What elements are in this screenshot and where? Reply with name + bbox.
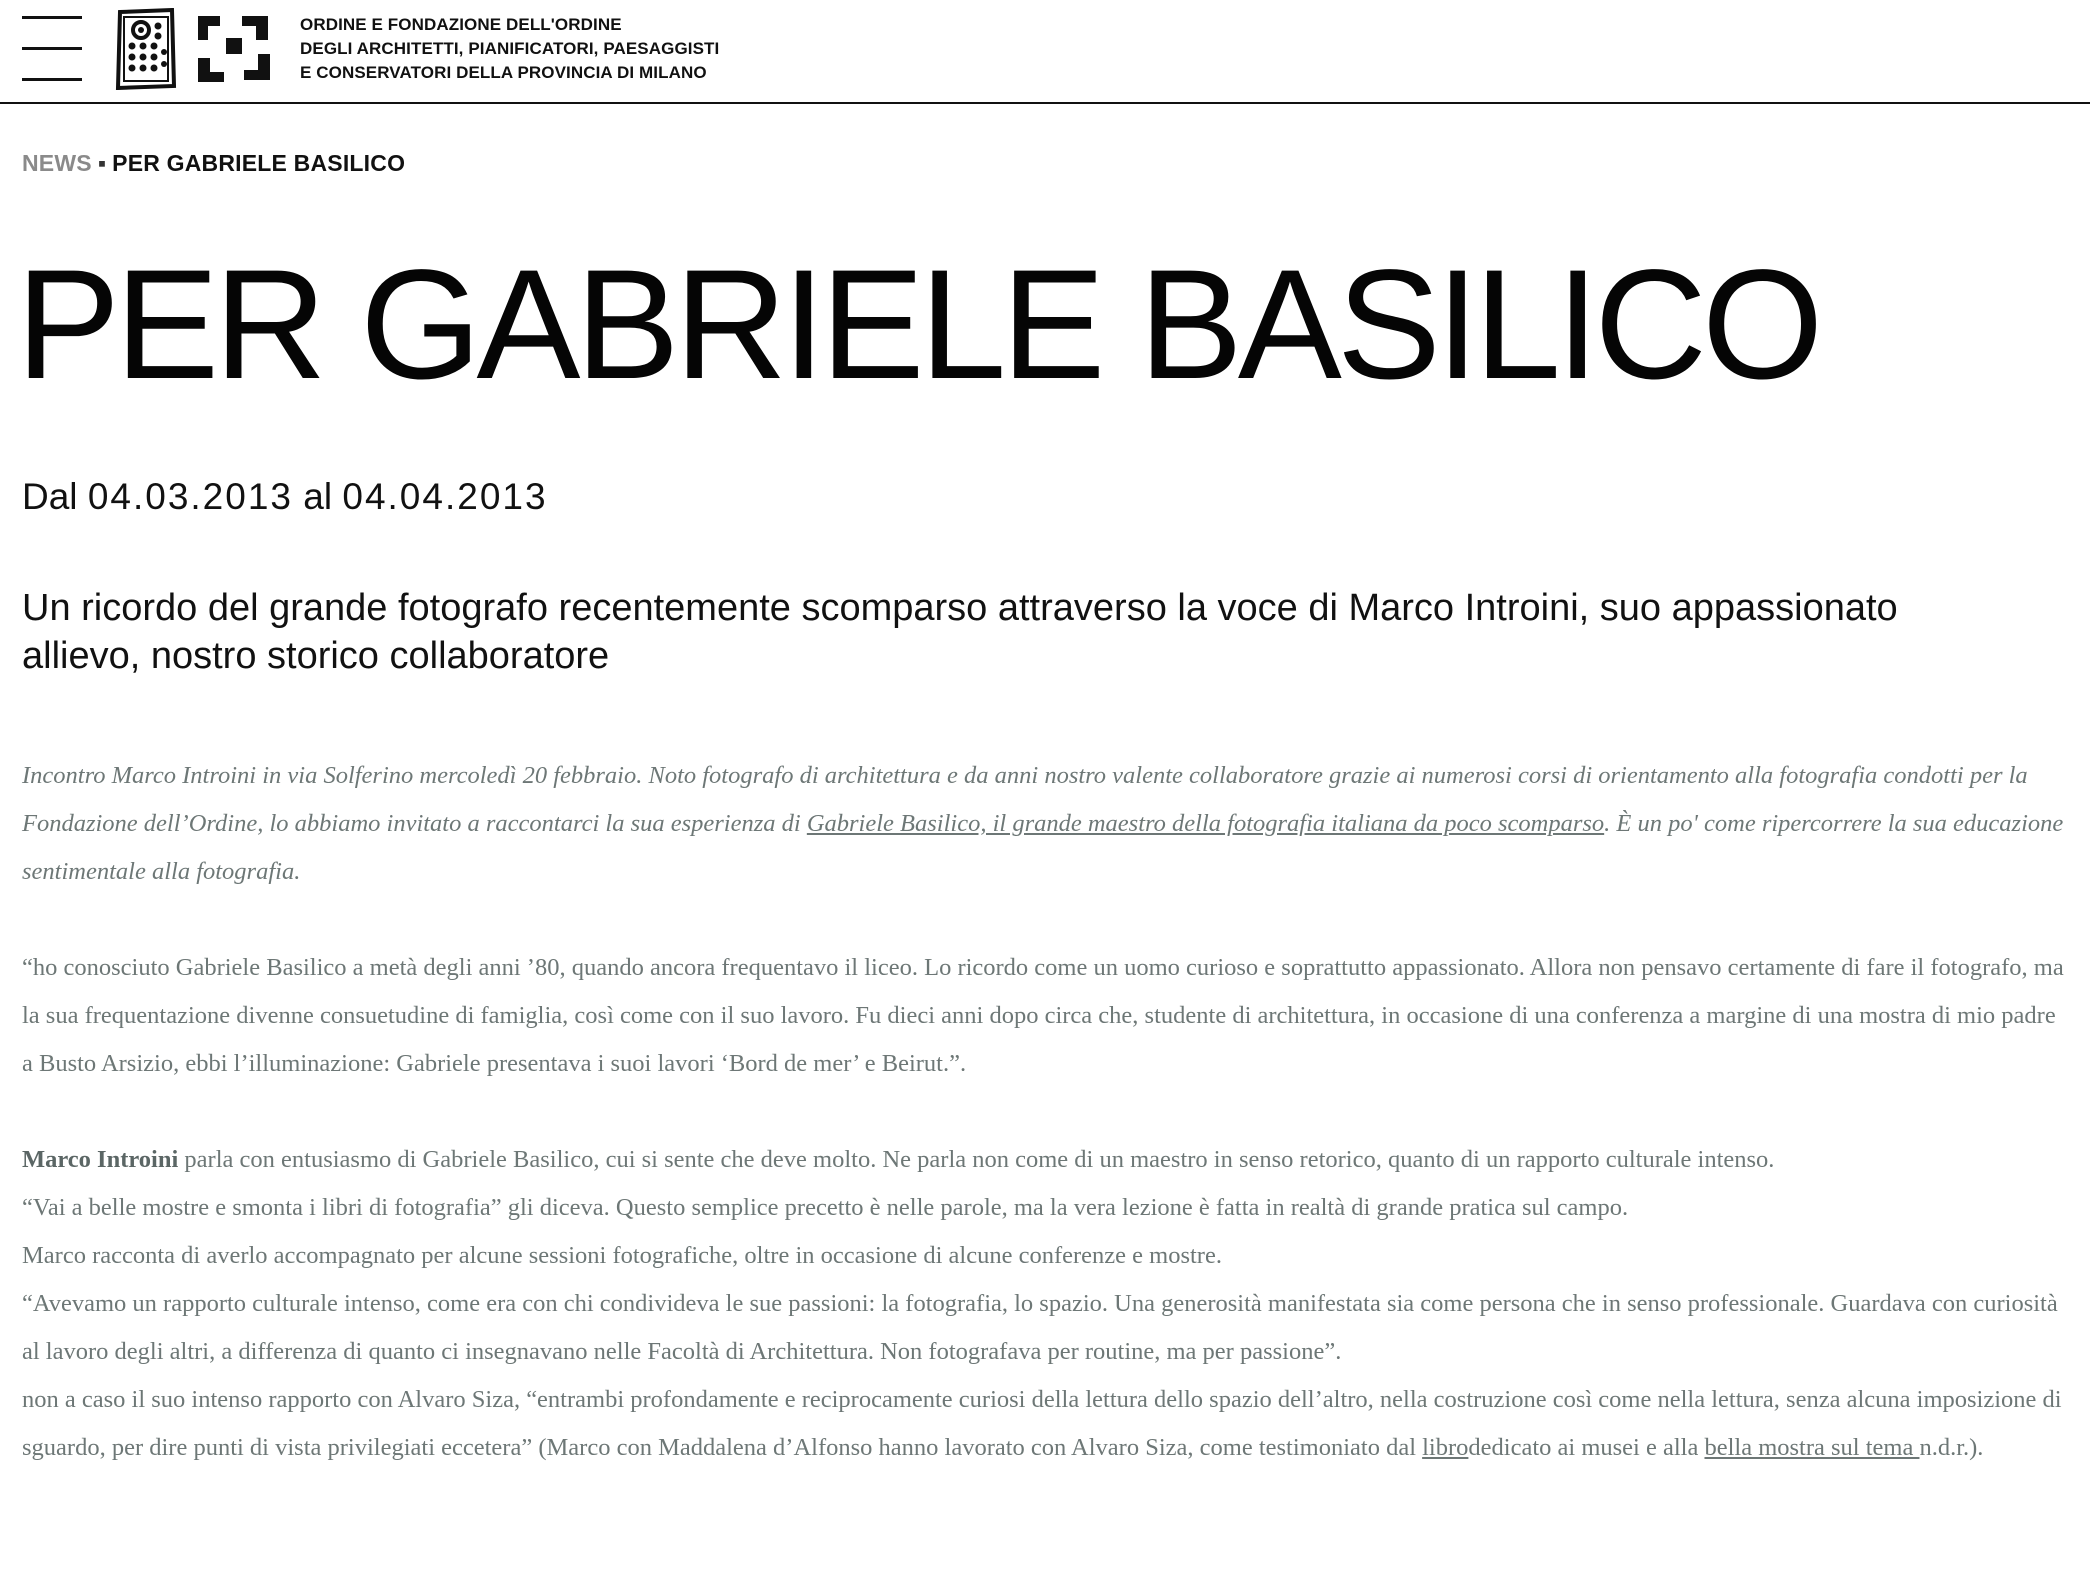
org-name-line: E CONSERVATORI DELLA PROVINCIA DI MILANO	[300, 63, 707, 82]
paragraph-text: dedicato ai musei e alla	[1468, 1434, 1705, 1461]
event-dates	[22, 476, 548, 518]
article-paragraph: “Vai a belle mostre e smonta i libri di fotografia” gli diceva. Questo semplice precetto è nelle parole, ma la vera lezione è fatta in realtà di grande pratica sul campo.	[22, 1194, 1629, 1221]
paragraph-text: non a caso il suo intenso rapporto con Alvaro Siza, “entrambi profondamente e reciprocamente curiosi della lettura dello spazio dell’altro, nella costruzione così come nella lettura, senza alcuna imposizione di sguardo, per dire punti di vista privilegiati eccetera” (Marco con Maddalena d’Alfonso hanno lavorato con Alvaro Siza, come testimoniato dal	[22, 1386, 2062, 1461]
org-name-line: DEGLI ARCHITETTI, PIANIFICATORI, PAESAGGISTI	[300, 39, 720, 58]
org-name-line: ORDINE E FONDAZIONE DELL'ORDINE	[300, 15, 622, 34]
date-from: 04.03.2013	[87, 476, 293, 517]
ordine-seal-logo-icon[interactable]	[114, 8, 178, 90]
article-paragraph	[22, 1136, 2072, 1184]
libro-link[interactable]: libro	[1422, 1434, 1469, 1461]
mostra-link[interactable]: bella mostra sul tema	[1704, 1434, 1920, 1461]
breadcrumb	[22, 150, 405, 177]
basilico-article-link[interactable]: Gabriele Basilico, il grande maestro della fotografia italiana da poco scomparso	[806, 810, 1605, 837]
article-intro	[22, 752, 2072, 896]
paragraph-text: parla con entusiasmo di Gabriele Basilico, cui si sente che deve molto. Ne parla non come di un maestro in senso retorico, quanto di un rapporto culturale intenso.	[178, 1146, 1775, 1173]
breadcrumb-separator: ▪	[97, 150, 107, 176]
paragraph-spacer	[22, 1088, 2072, 1136]
organization-name	[300, 13, 719, 85]
intro-text-end: . È un po' come ripercorrere la sua educazione sentimentale alla fotografia.	[22, 810, 2064, 885]
intro-text: Incontro Marco Introini in via Solferino mercoledì 20 febbraio. Noto fotografo di architettura e da anni nostro valente collaboratore grazie ai numerosi corsi di orientamento alla fotografia condotti per la Fondazione dell’Ordine, lo abbiamo invitato a raccontarci la sua esperienza di	[22, 762, 2028, 837]
date-to: 04.04.2013	[342, 476, 548, 517]
article-paragraph	[22, 1376, 2072, 1472]
date-to-label: al	[303, 476, 333, 517]
author-name: Marco Introini	[22, 1146, 179, 1173]
article-paragraph: “ho conosciuto Gabriele Basilico a metà degli anni ’80, quando ancora frequentavo il liceo. Lo ricordo come un uomo curioso e soprattutto appassionato. Allora non pensavo certamente di fare il fotografo, ma la sua frequentazione divenne consuetudine di famiglia, così come con il suo lavoro. Fu dieci anni dopo circa che, studente di architettura, in occasione di una conferenza a margine di una mostra di mio padre a Busto Arsizio, ebbi l’illuminazione: Gabriele presentava i suoi lavori ‘Bord de mer’ e Beirut.”.	[22, 954, 2064, 1077]
breadcrumb-current: PER GABRIELE BASILICO	[112, 150, 406, 176]
article-paragraph: “Avevamo un rapporto culturale intenso, come era con chi condivideva le sue passioni: la fotografia, lo spazio. Una generosità manifestata sia come persona che in senso professionale. Guardava con curiosità al lavoro degli altri, a differenza di quanto ci insegnavano nelle Facoltà di Architettura. Non fotografava per routine, ma per passione”.	[22, 1290, 2058, 1365]
article-body	[22, 752, 2072, 1472]
hamburger-menu-icon[interactable]	[22, 16, 82, 82]
date-from-label: Dal	[22, 476, 78, 517]
article-paragraph: Marco racconta di averlo accompagnato per alcune sessioni fotografiche, oltre in occasione di alcune conferenze e mostre.	[22, 1242, 1222, 1269]
paragraph-spacer	[22, 896, 2072, 944]
breadcrumb-news-link[interactable]: NEWS	[22, 150, 92, 176]
fondazione-brackets-logo-icon[interactable]	[196, 14, 272, 84]
page-title: PER GABRIELE BASILICO	[16, 238, 1819, 412]
page-subtitle: Un ricordo del grande fotografo recentemente scomparso attraverso la voce di Marco Introini, suo appassionato allievo, nostro storico collaboratore	[22, 587, 1898, 677]
site-header	[0, 0, 2090, 104]
paragraph-text: n.d.r.).	[1919, 1434, 1984, 1461]
